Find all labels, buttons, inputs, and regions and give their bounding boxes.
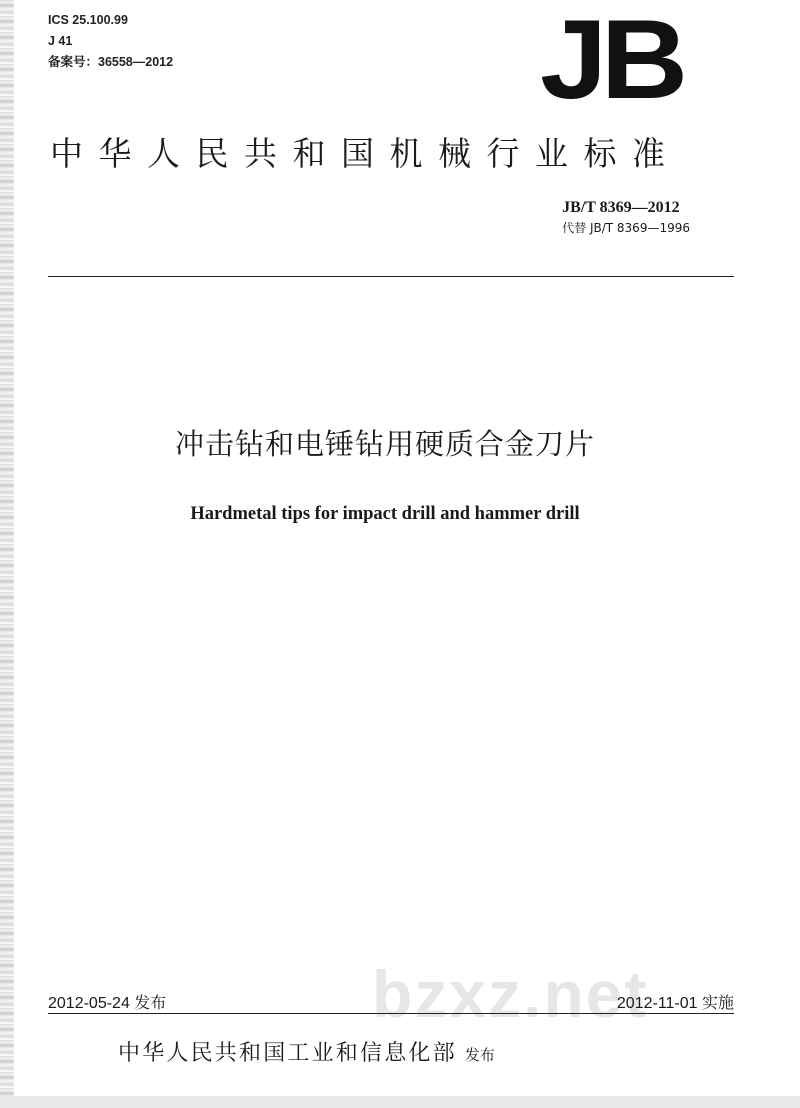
title-chinese: 冲击钻和电锤钻用硬质合金刀片 xyxy=(174,427,595,461)
class-code: J 41 xyxy=(48,34,73,48)
bottom-divider xyxy=(48,1013,734,1014)
ics-code: ICS 25.100.99 xyxy=(48,13,128,27)
filing-number: 备案号：36558—2012 xyxy=(48,55,174,69)
implementation-date: 2012-11-01 实施 xyxy=(616,995,734,1012)
standard-code: JB/T 8369—2012 xyxy=(562,199,680,216)
standard-number-block xyxy=(562,198,690,238)
scan-bottom-edge xyxy=(0,1096,800,1108)
issue-date: 2012-05-24 发布 xyxy=(48,995,167,1012)
scan-edge xyxy=(0,0,14,1108)
org-title: 中华人民共和国机械行业标准 xyxy=(50,134,681,173)
jb-logo: JB xyxy=(540,0,682,122)
title-english: Hardmetal tips for impact drill and hammer drill xyxy=(190,504,580,524)
top-divider xyxy=(48,276,734,277)
publisher-suffix: 发布 xyxy=(464,1046,495,1064)
replaces-standard: 代替 JB/T 8369—1996 xyxy=(562,221,690,235)
publisher xyxy=(118,1036,495,1067)
classification-block xyxy=(48,10,173,73)
publisher-name: 中华人民共和国工业和信息化部 xyxy=(118,1041,457,1066)
watermark: bzxz.net xyxy=(372,957,649,1031)
